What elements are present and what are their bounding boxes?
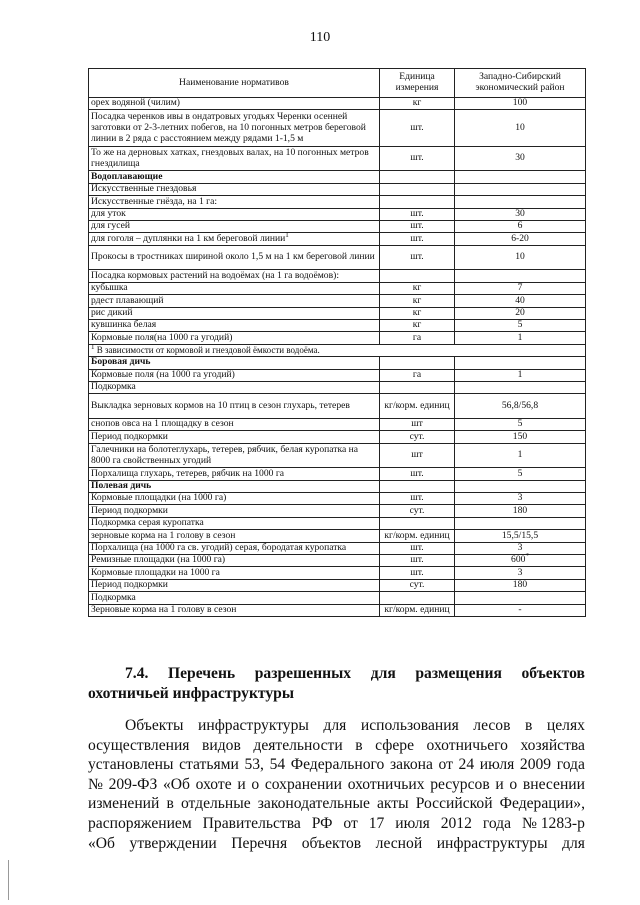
cell-name xyxy=(89,208,380,220)
cell-unit xyxy=(380,592,455,604)
cell-value xyxy=(455,604,586,616)
table-row xyxy=(89,493,586,505)
cell-name-text: Период подкормки xyxy=(91,504,168,516)
cell-value-text: 3 xyxy=(517,492,523,504)
cell-value xyxy=(455,369,586,381)
paragraph-line xyxy=(88,736,585,756)
footnote-marker: 1 xyxy=(91,343,95,352)
table-row xyxy=(89,233,586,245)
section-title-word: Перечень xyxy=(167,665,236,682)
cell-unit: сут. xyxy=(380,431,455,443)
cell-name xyxy=(89,270,380,282)
table-row xyxy=(89,344,586,356)
cell-value xyxy=(455,171,586,183)
paragraph-word: ресурсов xyxy=(430,775,490,793)
paragraph-line xyxy=(88,834,585,854)
cell-unit: кг xyxy=(380,295,455,307)
cell-value-text: 15,5/15,5 xyxy=(501,529,539,541)
table-row xyxy=(89,443,586,468)
section-number: 7.4. xyxy=(125,665,149,682)
page-number: 110 xyxy=(309,30,331,45)
cell-value xyxy=(455,517,586,529)
cell-name xyxy=(89,394,380,419)
table-row xyxy=(89,183,586,195)
cell-name-text: Подкормка серая куропатка xyxy=(91,517,204,529)
cell-value xyxy=(455,221,586,233)
paragraph-word: использования xyxy=(360,717,459,734)
table-row xyxy=(89,307,586,319)
paragraph-word: 53, xyxy=(244,756,264,774)
cell-value-text: 30 xyxy=(515,152,525,164)
paragraph-word: лесов xyxy=(473,717,511,734)
cell-value xyxy=(455,319,586,331)
cell-value xyxy=(455,493,586,505)
cell-unit: шт. xyxy=(380,555,455,567)
section-title-word: разрешенных xyxy=(254,665,352,682)
cell-name xyxy=(89,307,380,319)
cell-name-text: Ремизные площадки (на 1000 га) xyxy=(91,554,226,566)
paragraph-word: «Об xyxy=(162,775,190,793)
paragraph-line xyxy=(88,775,585,795)
cell-name-text: Боровая дичь xyxy=(91,356,151,368)
table-row xyxy=(89,245,586,270)
paragraph-word: 17 xyxy=(368,814,385,832)
paragraph-word: и xyxy=(495,775,504,793)
cell-name xyxy=(89,542,380,554)
cell-name-text: зерновые корма на 1 голову в сезон xyxy=(91,529,236,541)
table-row xyxy=(89,604,586,616)
paragraph-word: законодательные xyxy=(257,795,370,813)
cell-value xyxy=(455,270,586,282)
cell-unit: сут. xyxy=(380,505,455,517)
paragraph-word: отдельные xyxy=(180,795,251,813)
table-row xyxy=(89,171,586,183)
cell-name-text: для уток xyxy=(91,207,126,219)
cell-unit xyxy=(380,196,455,208)
paragraph-word: Федерального xyxy=(290,756,385,774)
paragraph-word: изменений xyxy=(88,795,160,813)
table-row xyxy=(89,530,586,542)
paragraph-word: для xyxy=(323,717,347,734)
table-row xyxy=(89,567,586,579)
cell-unit xyxy=(380,183,455,195)
paragraph-word: от xyxy=(438,756,453,774)
cell-value xyxy=(455,245,586,270)
cell-unit: кг/корм. единиц xyxy=(380,394,455,419)
cell-value xyxy=(455,110,586,147)
cell-name xyxy=(89,579,380,591)
paragraph-word: акты xyxy=(377,795,409,813)
cell-name xyxy=(89,381,380,393)
cell-name-text: Искусственные гнёзда, на 1 га: xyxy=(91,195,218,207)
table-row xyxy=(89,480,586,492)
paragraph-word: Правительства xyxy=(202,814,301,832)
paragraph-word: в xyxy=(525,717,533,734)
paragraph-word: охоте xyxy=(195,775,232,793)
table-row xyxy=(89,98,586,110)
cell-value-text: 40 xyxy=(515,294,525,306)
cell-value xyxy=(455,468,586,480)
header-unit: Единица измерения xyxy=(380,69,455,98)
cell-name-text: Период подкормки xyxy=(91,579,168,591)
table-row xyxy=(89,221,586,233)
section-heading xyxy=(88,664,585,703)
paragraph-line xyxy=(88,794,585,814)
cell-value-text: 600 xyxy=(511,554,526,566)
cell-value xyxy=(455,381,586,393)
cell-value xyxy=(455,552,586,567)
cell-value-text: 7 xyxy=(517,282,523,294)
cell-name-text: Кормовые площадки на 1000 га xyxy=(91,566,220,578)
cell-value-text: 180 xyxy=(512,504,528,516)
cell-name xyxy=(89,369,380,381)
paragraph-word: года xyxy=(556,756,585,774)
cell-value-text: 30 xyxy=(515,207,525,219)
table-row xyxy=(89,381,586,393)
cell-name xyxy=(89,443,380,468)
paragraph-word: Федерации», xyxy=(499,795,585,813)
cell-value xyxy=(455,357,586,369)
footnote-cell xyxy=(89,344,586,356)
paragraph-word: от xyxy=(343,814,358,832)
cell-name xyxy=(89,530,380,542)
cell-unit: шт. xyxy=(380,233,455,245)
table-body xyxy=(89,98,586,617)
paragraph-word: Российской xyxy=(415,795,493,813)
cell-name xyxy=(89,431,380,443)
table-header-row xyxy=(89,69,586,98)
cell-value xyxy=(455,146,586,171)
cell-value-text: 100 xyxy=(512,97,528,109)
cell-name-text: рис дикий xyxy=(91,306,133,318)
header-name: Наименование нормативов xyxy=(89,69,380,98)
paragraph-word: № xyxy=(88,775,103,793)
paragraph-word: инфраструктуры xyxy=(198,717,309,734)
paragraph-word: № 1283-р xyxy=(521,814,585,832)
paragraph-word: видов xyxy=(202,736,241,754)
table-row xyxy=(89,505,586,517)
cell-unit xyxy=(380,357,455,369)
cell-name xyxy=(89,183,380,195)
cell-value xyxy=(455,196,586,208)
cell-name xyxy=(89,505,380,517)
cell-value-text: 5 xyxy=(517,319,523,331)
cell-unit: шт. xyxy=(380,146,455,171)
header-region: Западно-Сибирский экономический район xyxy=(455,69,586,98)
table-row xyxy=(89,110,586,147)
cell-unit: сут. xyxy=(380,579,455,591)
paragraph-line xyxy=(88,814,585,834)
paragraph-word: закона xyxy=(389,756,433,774)
cell-name xyxy=(89,357,380,369)
cell-value-text: 150 xyxy=(512,430,528,442)
table-row xyxy=(89,394,586,419)
cell-name-text: Подкормка xyxy=(91,591,136,603)
paragraph-word: инфраструктуры xyxy=(436,834,548,852)
value-marker: * xyxy=(525,552,529,561)
table-row xyxy=(89,517,586,529)
paragraph-word: июля xyxy=(395,814,430,832)
cell-value-text: 3 xyxy=(517,566,523,578)
body-paragraph xyxy=(88,716,585,853)
table-row xyxy=(89,196,586,208)
cell-name-text: Подкормка xyxy=(91,381,136,393)
cell-unit: шт. xyxy=(380,493,455,505)
section-title-word: для xyxy=(370,665,396,682)
cell-name-text: Кормовые поля(на 1000 га угодий) xyxy=(91,331,233,343)
paragraph-word: лесной xyxy=(375,834,423,852)
cell-name-text: Водоплавающие xyxy=(91,170,163,182)
norms-table xyxy=(88,68,586,617)
cell-name xyxy=(89,418,380,430)
scan-edge-mark xyxy=(8,860,9,900)
cell-value xyxy=(455,579,586,591)
cell-unit: кг/корм. единиц xyxy=(380,604,455,616)
cell-name xyxy=(89,468,380,480)
cell-name xyxy=(89,110,380,147)
paragraph-word: хозяйства xyxy=(520,736,585,754)
paragraph-word: целях xyxy=(546,717,585,734)
cell-unit: кг/корм. единиц xyxy=(380,530,455,542)
cell-name xyxy=(89,98,380,110)
cell-name-text: орех водяной (чилим) xyxy=(91,97,181,109)
footnote-text: В зависимости от кормовой и гнездовой ёмкости водоёма. xyxy=(96,345,320,356)
footnote-ref: 1 xyxy=(285,230,289,239)
paragraph-word: охотничьего xyxy=(426,736,508,754)
paragraph-word: 2009 xyxy=(519,756,552,774)
cell-name-text: Порхалища глухарь, тетерев, рябчик на 1000 га xyxy=(91,467,285,479)
cell-unit xyxy=(380,381,455,393)
cell-name-text: Кормовые поля (на 1000 га угодий) xyxy=(91,368,235,380)
cell-value xyxy=(455,208,586,220)
cell-unit: кг xyxy=(380,307,455,319)
table-row xyxy=(89,319,586,331)
cell-value-text: 1 xyxy=(517,449,523,461)
paragraph-word: статьями xyxy=(179,756,239,774)
cell-name-text: кувшинка белая xyxy=(91,319,157,331)
cell-value xyxy=(455,98,586,110)
table-row xyxy=(89,579,586,591)
paragraph-word: установлены xyxy=(88,756,174,774)
cell-unit xyxy=(380,517,455,529)
paragraph-word: «Об xyxy=(88,834,115,852)
cell-value xyxy=(455,418,586,430)
cell-unit: шт. xyxy=(380,468,455,480)
cell-name-text: Зерновые корма на 1 голову в сезон xyxy=(91,603,237,615)
cell-unit: шт. xyxy=(380,245,455,270)
paragraph-word: объектов xyxy=(301,834,362,852)
paragraph-word: в xyxy=(355,736,363,754)
cell-value-text: 6 xyxy=(517,220,523,232)
cell-name xyxy=(89,171,380,183)
table-row xyxy=(89,270,586,282)
cell-value-text: 20 xyxy=(515,306,525,318)
paragraph-word: для xyxy=(562,834,585,852)
cell-value xyxy=(455,295,586,307)
cell-name-text: для гоголя – дуплянки на 1 км береговой линии xyxy=(91,232,286,244)
cell-unit: шт xyxy=(380,443,455,468)
cell-value-text: 10 xyxy=(515,251,525,263)
paragraph-word: утверждении xyxy=(129,834,217,852)
table-row xyxy=(89,332,586,344)
paragraph-word: июля xyxy=(479,756,515,774)
cell-value xyxy=(455,480,586,492)
paragraph-word: 54 xyxy=(269,756,286,774)
cell-unit xyxy=(380,171,455,183)
cell-unit: шт. xyxy=(380,542,455,554)
cell-name xyxy=(89,230,380,245)
cell-name xyxy=(89,221,380,233)
cell-value-text: 5 xyxy=(517,418,523,430)
paragraph-word: 2012 xyxy=(440,814,472,832)
cell-value xyxy=(455,431,586,443)
cell-name xyxy=(89,592,380,604)
section-heading-line-1 xyxy=(88,664,585,684)
cell-value-text: 180 xyxy=(512,579,528,591)
cell-value-text: 5 xyxy=(517,467,523,479)
cell-name xyxy=(89,319,380,331)
cell-name-text: Посадка кормовых растений на водоёмах (на 1 га водоёмов): xyxy=(91,269,339,281)
cell-unit: га xyxy=(380,332,455,344)
cell-value xyxy=(455,307,586,319)
paragraph-word: 209-ФЗ xyxy=(108,775,158,793)
paragraph-word: деятельности xyxy=(253,736,343,754)
cell-value xyxy=(455,567,586,579)
cell-value xyxy=(455,332,586,344)
cell-name-text: То же на дерновых хатках, гнездовых валах, на 10 погонных метров гнездилища xyxy=(91,146,369,169)
paragraph-word: в xyxy=(166,795,174,813)
paragraph-word: осуществления xyxy=(88,736,190,754)
cell-unit xyxy=(380,270,455,282)
paragraph-word: о xyxy=(251,775,260,793)
paragraph-word: распоряжением xyxy=(88,814,192,832)
cell-value-text: - xyxy=(518,603,522,615)
cell-name xyxy=(89,493,380,505)
cell-unit xyxy=(380,480,455,492)
cell-value-text: 1 xyxy=(517,368,523,380)
table-row xyxy=(89,295,586,307)
cell-name xyxy=(89,517,380,529)
cell-value-text: 6-20 xyxy=(511,232,529,244)
table-row xyxy=(89,369,586,381)
paragraph-word: 24 xyxy=(458,756,475,774)
cell-unit: га xyxy=(380,369,455,381)
cell-value xyxy=(455,530,586,542)
cell-value xyxy=(455,394,586,419)
cell-value xyxy=(455,443,586,468)
table-row xyxy=(89,357,586,369)
cell-name xyxy=(89,332,380,344)
paragraph-word: о xyxy=(509,775,518,793)
paragraph-word: и xyxy=(237,775,246,793)
table-row xyxy=(89,146,586,171)
cell-value xyxy=(455,592,586,604)
paragraph-word: охотничьих xyxy=(347,775,425,793)
cell-name-text: рдест плавающий xyxy=(91,294,164,306)
cell-value xyxy=(455,282,586,294)
cell-name-text: Период подкормки xyxy=(91,430,168,442)
table-row xyxy=(89,282,586,294)
cell-name xyxy=(89,604,380,616)
cell-name-text: кубышка xyxy=(91,282,128,294)
cell-name xyxy=(89,567,380,579)
cell-unit: кг xyxy=(380,98,455,110)
cell-unit: кг xyxy=(380,282,455,294)
cell-name xyxy=(89,245,380,270)
cell-unit: шт. xyxy=(380,567,455,579)
cell-value-text: 10 xyxy=(515,121,525,133)
cell-name-text: снопов овса на 1 площадку в сезон xyxy=(91,418,234,430)
paragraph-word: Объекты xyxy=(125,717,184,734)
section-title-word: объектов xyxy=(521,665,585,682)
cell-name-text: Порхалища (на 1000 га св. угодий) серая, бородатая куропатка xyxy=(91,541,347,553)
cell-name xyxy=(89,480,380,492)
paragraph-line xyxy=(88,716,585,736)
table-row xyxy=(89,208,586,220)
cell-name xyxy=(89,295,380,307)
cell-name xyxy=(89,555,380,567)
cell-name-text: Галечники на болотеглухарь, тетерев, рябчик, белая куропатка на 8000 га свойственных угодий xyxy=(91,443,359,466)
cell-value xyxy=(455,233,586,245)
cell-value-text: 1 xyxy=(517,331,523,343)
cell-name-text: Полевая дичь xyxy=(91,480,152,492)
cell-unit: шт. xyxy=(380,208,455,220)
paragraph-word: РФ xyxy=(311,814,333,832)
cell-name xyxy=(89,146,380,171)
table-row xyxy=(89,592,586,604)
cell-value-text: 56,8/56,8 xyxy=(501,399,539,411)
paragraph-word: внесении xyxy=(522,775,585,793)
cell-name-text: Посадка черенков ивы в ондатровых угодьях Черенки осенней заготовки от 2-3-летних побегов, на 10 погонных метров береговой линии в 2 ряда с расстоянием между рядами 1-1,5 м xyxy=(91,111,366,144)
cell-name-text: Кормовые площадки (на 1000 га) xyxy=(91,492,227,504)
paragraph-word: сохранении xyxy=(264,775,342,793)
cell-name-text: Выкладка зерновых кормов на 10 птиц в сезон глухарь, тетерев xyxy=(91,399,350,411)
cell-unit: шт. xyxy=(380,221,455,233)
section-title-word: размещения xyxy=(415,665,502,682)
cell-value xyxy=(455,542,586,554)
cell-value-text: 3 xyxy=(517,541,523,553)
cell-unit: шт. xyxy=(380,110,455,147)
table-row xyxy=(89,542,586,554)
paragraph-word: Перечня xyxy=(231,834,288,852)
cell-value xyxy=(455,183,586,195)
paragraph-word: сфере xyxy=(375,736,414,754)
table-row xyxy=(89,468,586,480)
table-row xyxy=(89,431,586,443)
cell-value xyxy=(455,505,586,517)
cell-name-text: Прокосы в тростниках шириной около 1,5 м на 1 км береговой линии xyxy=(91,251,375,263)
cell-unit: кг xyxy=(380,319,455,331)
cell-name-text: для гусей xyxy=(91,220,130,232)
paragraph-word: года xyxy=(482,814,512,832)
table-row xyxy=(89,418,586,430)
paragraph-line xyxy=(88,755,585,775)
cell-name-text: Искусственные гнездовья xyxy=(91,183,197,195)
cell-name xyxy=(89,196,380,208)
table-row xyxy=(89,555,586,567)
cell-unit: шт xyxy=(380,418,455,430)
section-heading-line-2: охотничьей инфраструктуры xyxy=(88,684,295,702)
cell-name xyxy=(89,282,380,294)
